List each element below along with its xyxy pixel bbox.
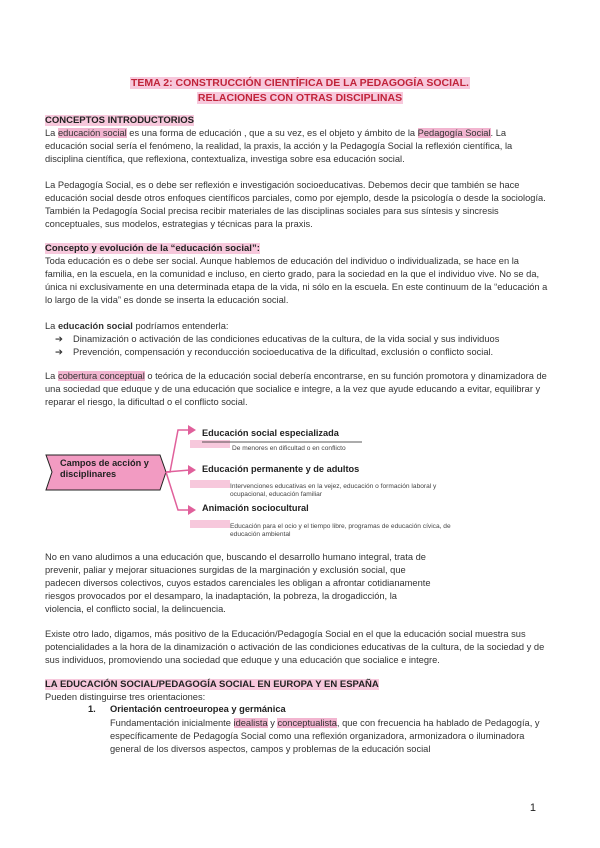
paragraph-no-en-vano: No en vano aludimos a una educación que, buscando el desarrollo humano integral, trata de prevenir, paliar y mejorar situaciones surgidas de la marginación y exclusión social, que padecen diversos colectivos, cuyos estados carenciales les obligan a afrontar cotidianamente riesgos provocados por el desamparo, la inadaptación, la pobreza, la drogadicción, la violencia, el conflicto social, la delincuencia. <box>45 552 431 614</box>
branch-label-permanente: Educación permanente y de adultos <box>202 464 360 474</box>
title-line-2: RELACIONES CON OTRAS DISCIPLINAS <box>197 92 403 104</box>
paragraph-otro-lado: Existe otro lado, digamos, más positivo de la Educación/Pedagogía Social en el que la educación social muestra sus potencialidades a la hora de la dinamización o activación de las condiciones educativas de la cultura, de la sociedad y de sus individuos, promoviendo una sociedad que eduque y una educación que socialice e integre. <box>45 629 545 665</box>
page-title <box>0 76 600 91</box>
page-subtitle <box>0 91 600 106</box>
section-heading-europa <box>45 678 379 691</box>
label-tab <box>190 480 230 488</box>
campos-box-label: Campos de acción y disciplinares <box>60 458 149 479</box>
bullet-text: Dinamización o activación de las condiciones educativas de la cultura, de la vida social y sus individuos <box>73 334 500 344</box>
text: podríamos entenderla: <box>132 321 229 331</box>
text: La <box>45 128 58 138</box>
branch-sub-especializada: De menores en dificultad o en conflicto <box>232 445 346 452</box>
text: La <box>45 321 58 331</box>
highlight-conceptualista: conceptualista <box>277 718 337 728</box>
text: o teórica de la educación social debería encontrarse, en su función promotora y dinamizadora de una sociedad que eduque y de una educación que socialice e integre, a la vez que ayude educando a evitar, equilibrar y reparar el riesgo, la dificultad o el conflicto social. <box>45 371 547 407</box>
bullet-text: Prevención, compensación y reconducción socioeducativa de la dificultad, exclusión o conflicto social. <box>73 347 494 357</box>
highlight-cobertura-conceptual: cobertura conceptual <box>57 371 145 381</box>
highlight-pedagogia-social: Pedagogía Social <box>417 128 491 138</box>
text: Fundamentación inicialmente <box>110 718 234 728</box>
arrow-head-icon <box>188 465 196 475</box>
section-heading-text: LA EDUCACIÓN SOCIAL/PEDAGOGÍA SOCIAL EN EUROPA Y EN ESPAÑA <box>45 679 379 690</box>
section-heading-text: Concepto y evolución de la “educación social”: <box>45 243 260 254</box>
section-heading-conceptos <box>45 114 194 127</box>
paragraph-cobertura <box>45 370 550 409</box>
list-item-body <box>110 717 550 756</box>
highlight-idealista: idealista <box>233 718 268 728</box>
arrow-head-icon <box>188 425 196 435</box>
paragraph-toda-educacion: Toda educación es o debe ser social. Aunque hablemos de educación del individuo o individualizada, se hace en la familia, en la escuela, en la comunidad e incluso, en cierto grado, para la sociedad en la que el individuo vive. No se da, única ni exclusivamente en una determinada etapa de la vida, ni sólo en la escuela. En este continuum de la “educación a lo largo de la vida” es donde se inserta la educación social. <box>45 256 548 305</box>
text: La <box>45 371 58 381</box>
highlight-educacion-social: educación social <box>57 128 127 138</box>
branch-line-bottom <box>166 472 190 510</box>
list-number: 1. <box>88 704 96 714</box>
paragraph-pedagogia-social: La Pedagogía Social, es o debe ser reflexión e investigación socioeducativas. Debemos decir que también se hace educación social desde otros enfoques científicos parciales, como por ejemplo, desde la psicología o desde la sociología. También la Pedagogía Social precisa recibir materiales de las disciplinas sociales para sus síntesis y sincresis conceptuales, sus modelos, estrategias y técnicas para la praxis. <box>45 180 546 229</box>
label-tab <box>190 440 230 448</box>
section-heading-text: CONCEPTOS INTRODUCTORIOS <box>45 115 195 126</box>
paragraph-intro <box>45 127 550 166</box>
branch-label-animacion: Animación sociocultural <box>202 503 309 513</box>
branch-sub-animacion: Educación para el ocio y el tiempo libre, programas de educación cívica, de educación ambiental <box>230 523 451 538</box>
arrow-head-icon <box>188 505 196 515</box>
title-line-1: TEMA 2: CONSTRUCCIÓN CIENTÍFICA DE LA PEDAGOGÍA SOCIAL. <box>131 77 469 89</box>
text: . La educación social sería el fenómeno, la realidad, la praxis, la acción y la Pedagogía Social la reflexión científica, la disciplina científica, que reflexiona, contextualiza, investiga sobre esa educación social. <box>45 128 513 164</box>
paragraph-entenderla <box>45 320 550 333</box>
bullet-item <box>55 346 550 359</box>
text: y <box>267 718 278 728</box>
branch-line-top <box>166 430 190 472</box>
label-tab <box>190 520 230 528</box>
paragraph-orientaciones: Pueden distinguirse tres orientaciones: <box>45 692 206 702</box>
page-number: 1 <box>529 802 536 814</box>
bullet-item <box>55 333 550 346</box>
branch-label-especializada: Educación social especializada <box>202 428 339 438</box>
text: , que con frecuencia ha hablado de Pedagogía, y específicamente de Pedagogía Social como una reflexión organizadora, armonizadora o iluminadora general de los diversos aspectos, campos y problemas de la educación social <box>110 718 540 754</box>
bold-educacion-social: educación social <box>57 321 133 331</box>
arrow-right-icon: ➔ <box>55 334 63 344</box>
section-heading-concepto <box>45 242 260 255</box>
text: es una forma de educación , que a su vez, es el objeto y ámbito de la <box>126 128 418 138</box>
branch-sub-permanente: Intervenciones educativas en la vejez, educación o formación laboral y ocupacional, educación familiar <box>230 483 437 498</box>
list-item-title: Orientación centroeuropea y germánica <box>110 704 286 714</box>
arrow-right-icon: ➔ <box>55 347 63 357</box>
